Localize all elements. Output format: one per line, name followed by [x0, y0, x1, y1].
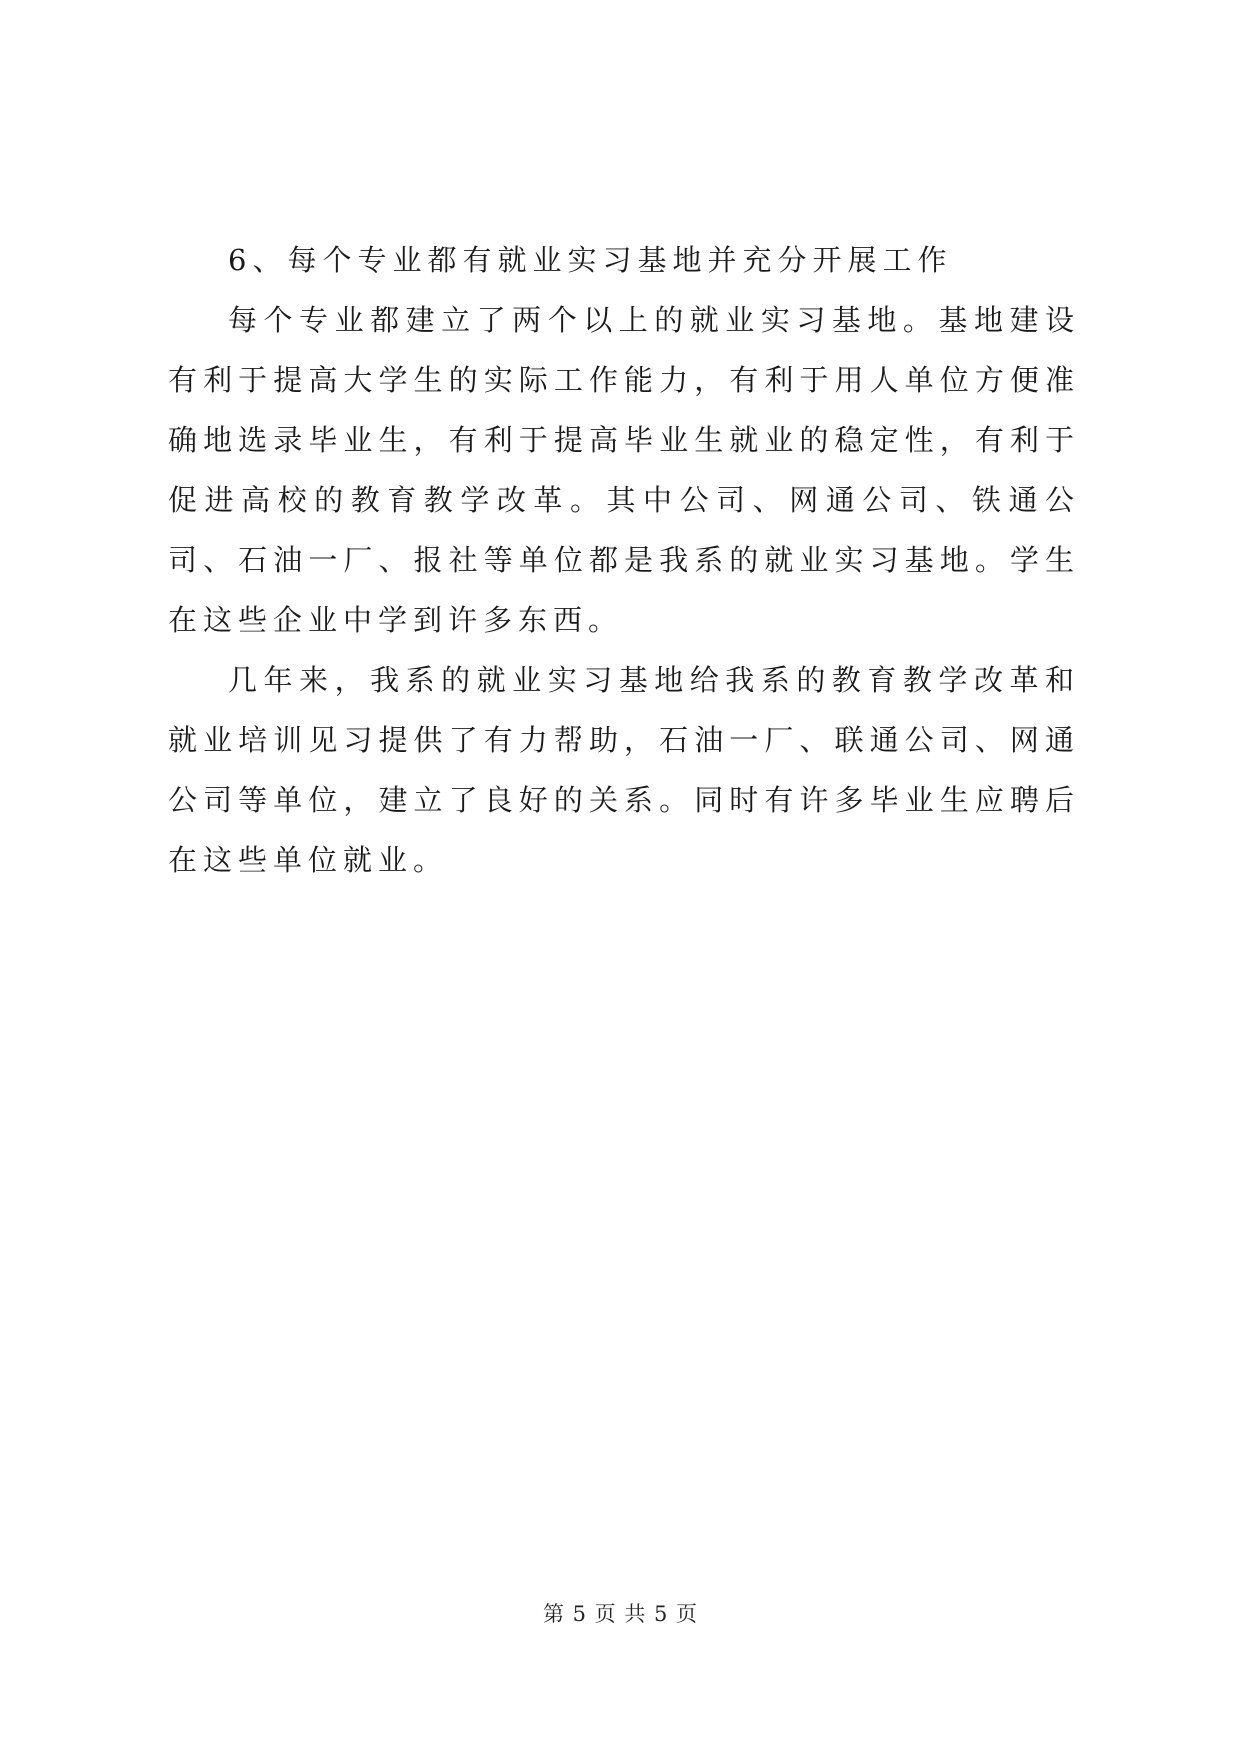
paragraph: 每个专业都建立了两个以上的就业实习基地。基地建设有利于提高大学生的实际工作能力，有利于用人单位方便准确地选录毕业生，有利于提高毕业生就业的稳定性，有利于促进高校的教育教学改革。其中公司、网通公司、铁通公司、石油一厂、报社等单位都是我系的就业实习基地。学生在这些企业中学到许多东西。: [168, 303, 1080, 637]
section-heading: 6、每个专业都有就业实习基地并充分开展工作: [228, 243, 953, 277]
paragraph: 几年来，我系的就业实习基地给我系的教育教学改革和就业培训见习提供了有力帮助，石油一厂、联通公司、网通公司等单位，建立了良好的关系。同时有许多毕业生应聘后在这些单位就业。: [168, 663, 1080, 877]
page-number-footer: 第 5 页 共 5 页: [542, 1602, 699, 1626]
document-body: [168, 230, 1080, 890]
